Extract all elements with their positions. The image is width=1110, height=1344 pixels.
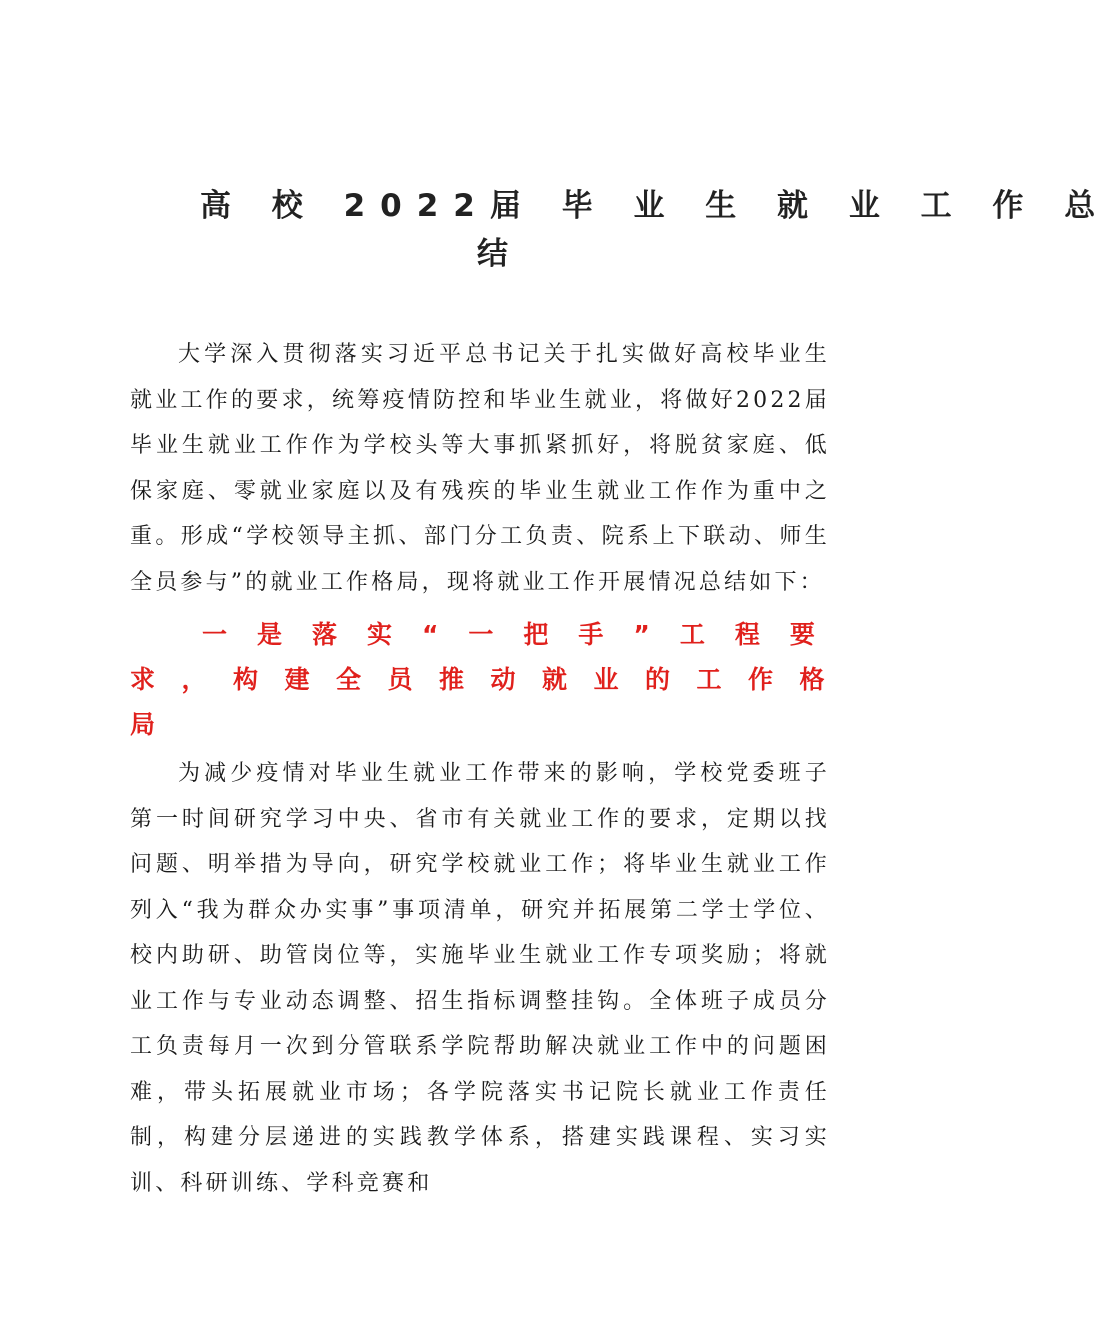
section-1-heading-line-1: 一是落实“一把手”工程要: [202, 620, 845, 649]
section-1-heading: [130, 612, 852, 747]
title-line-2: 结: [477, 236, 508, 272]
section-1-heading-line-3: 局: [130, 710, 156, 739]
section-1-heading-line-2: 求，构建全员推动就业的工作格: [130, 665, 852, 694]
document-title: [200, 182, 1110, 278]
title-line-1: 高 校 2022届 毕 业 生 就 业 工 作 总: [200, 188, 1110, 224]
section-1-paragraph: 为减少疫情对毕业生就业工作带来的影响，学校党委班子第一时间研究学习中央、省市有关就业工作的要求，定期以找问题、明举措为导向，研究学校就业工作；将毕业生就业工作列入“我为群众办实事”事项清单，研究并拓展第二学士学位、校内助研、助管岗位等，实施毕业生就业工作专项奖励；将就业工作与专业动态调整、招生指标调整挂钩。全体班子成员分工负责每月一次到分管联系学院帮助解决就业工作中的问题困难，带头拓展就业市场；各学院落实书记院长就业工作责任制，构建分层递进的实践教学体系，搭建实践课程、实习实训、科研训练、学科竞赛和: [130, 761, 830, 1196]
intro-paragraph: 大学深入贯彻落实习近平总书记关于扎实做好高校毕业生就业工作的要求，统筹疫情防控和毕业生就业，将做好2022届毕业生就业工作作为学校头等大事抓紧抓好，将脱贫家庭、低保家庭、零就业家庭以及有残疾的毕业生就业工作作为重中之重。形成“学校领导主抓、部门分工负责、院系上下联动、师生全员参与”的就业工作格局，现将就业工作开展情况总结如下：: [130, 342, 830, 595]
